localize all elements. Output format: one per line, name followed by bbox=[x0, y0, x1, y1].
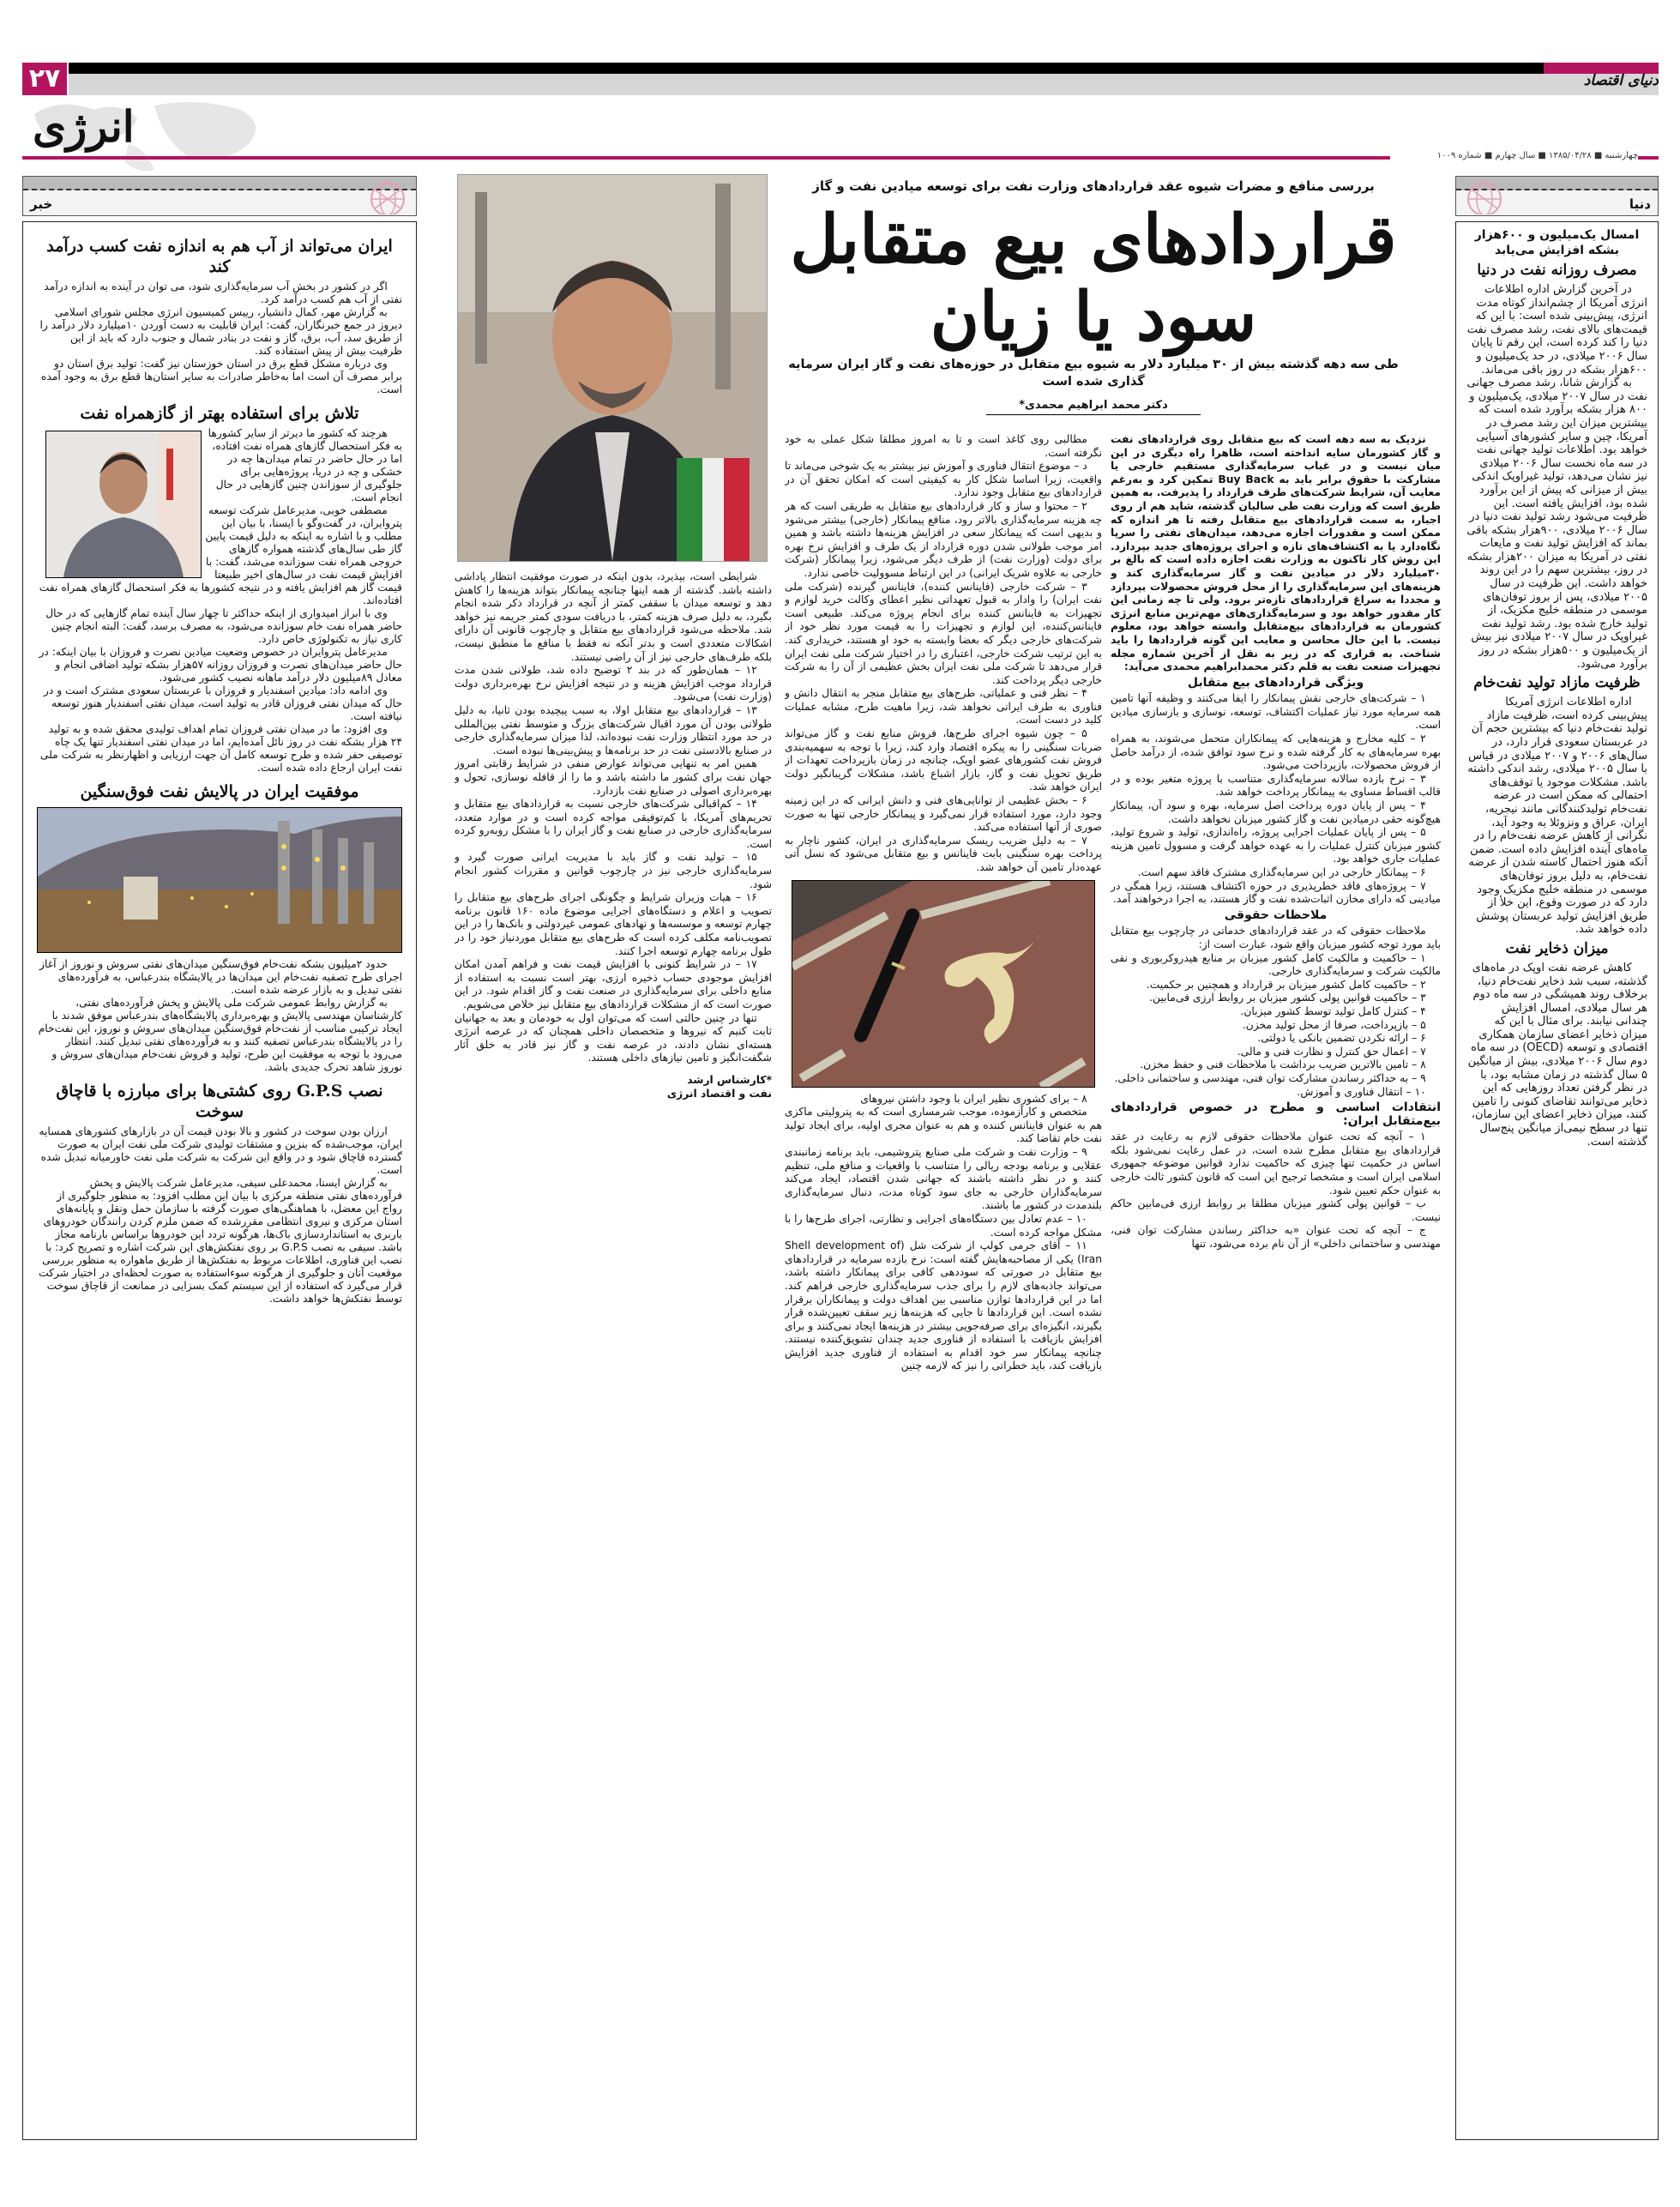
news-paragraph: مدیرعامل پتروایران در خصوص وضعیت میادین نصرت و فروزان با بیان اینکه: در حال حاضر میدان‌های نصرت و فروزان روزانه ۵۷هزار بشکه تولید اضافی انجام و معادل ۸۹میلیون دلار درآمد ماهانه نصیب کشور می‌شود. bbox=[39, 646, 402, 684]
refinery-photo bbox=[37, 807, 402, 953]
article-column-1 bbox=[1111, 433, 1441, 2140]
dateline: چهارشنبه ■ ۱۳۸۵/۰۴/۲۸ ■ سال چهارم ■ شماره ۱۰۰۹ bbox=[1436, 151, 1638, 160]
article-subheading: انتقادات اساسی و مطرح در خصوص قراردادهای بیع‌متقابل ایران: bbox=[1111, 1100, 1441, 1128]
news-paragraph: وی افزود: ما در میدان نفتی فروزان تمام اهداف تولیدی محقق شده و به تولید ۲۴ هزار بشکه نفت در روز نائل آمده‌ایم، اما در میدان نفتی اسفندیار تنها یک چاه توصیفی حفر شده و طرح توسعه کامل آن جهت ارزیابی و اظهارنظر به شرکت ملی نفت ایران ارجاع داده شده است. bbox=[39, 723, 402, 774]
left-sidebar-news bbox=[22, 221, 417, 2140]
article-paragraph: ب – قوانین پولی کشور میزبان مطلقا بر روابط ارزی فی‌مابین حاکم نیست. bbox=[1111, 1197, 1441, 1223]
world-news-paragraph: در آخرین گزارش اداره اطلاعات انرژی آمریکا از چشم‌انداز کوتاه مدت انرژی، پیش‌بینی شده است: با این که قیمت‌های بالای نفت، رشد مصرف نفت دنیا را کند کرده است، این رقم تا پایان سال ۲۰۰۶ میلادی، در حد یک‌میلیون و ۶۰۰هزار بشکه در روز باقی می‌ماند. bbox=[1466, 283, 1647, 377]
article-paragraph: ۷ – به دلیل ضریب ریسک سرمایه‌گذاری در ایران، کشور ناچار به پرداخت بهره سنگینی بابت فاینانس و بیع متقابل می‌شود که نسل آتی عهده‌دار تامین آن خواهد شد. bbox=[785, 834, 1102, 873]
news-paragraph: ارزان بودن سوخت در کشور و بالا بودن قیمت آن در بازارهای کشورهای همسایه ایران، موجب‌شده که بنزین و مشتقات تولیدی شرکت ملی نفت ایران به صورت گسترده قاچاق شود و در واقع این شرکت به شرکت ملی نفت خاورمیانه تبدیل شده است. bbox=[39, 1125, 402, 1176]
headline-line-1: قراردادهای بیع متقابل bbox=[790, 201, 1397, 279]
section-title: انرژی bbox=[33, 101, 135, 152]
globe-icon bbox=[1463, 178, 1506, 214]
left-sidebar-header bbox=[22, 176, 417, 216]
world-news-paragraph: کاهش عرضه نفت اوپک در ماه‌های گذشته، سبب شد ذخایر نفت‌خام دنیا، برخلاف روند همیشگی در سه ماه دوم هر سال میلادی، امسال افزایش چندانی نیابند. برای مثال با این که میزان ذخایر اعضای سازمان همکاری اقتصادی و توسعه (OECD) در سه ماه دوم سال ۲۰۰۶ میلادی، بیش از میانگین ۵ سال گذشته در زمان مشابه بود، با در نظر گرفتن تعداد روزهایی که این ذخایر می‌توانند تقاضای کنونی را تامین کنند، میزان ذخایر اعضای این سازمان، تنها در سطح نیمی‌از میانگین پنج‌سال گذشته است. bbox=[1467, 961, 1647, 1149]
masthead-black-bar bbox=[69, 63, 1544, 74]
article-intro: نزدیک به سه دهه است که بیع متقابل روی قراردادهای نفت و گاز کشورمان سایه انداخته است، ظاهرا راه دیگری در این میان نیست و در غیاب سرمایه‌گذاری مستقیم خارجی یا مشارکت با حقوق برابر باید به Buy Back تمکین کرد و به‌رغم معایب آن، شرایط شرکت‌های طرف قرارداد را پذیرفت. به همین طریق است که وزارت نفت طی سالیان گذشته، شاید هم از روی اجبار، به سمت قراردادهای بیع متقابل رفته تا هر اندازه که ممکن است و مقدورات اجازه می‌دهد، میدان‌های نفتی را سرپا نگاه‌دارد یا به اکتشاف‌های تازه و اجرای پروژه‌های جدید بپردازد. این روش کار تاکنون به وزارت نفت اجازه داده است که بالغ بر ۳۰میلیارد دلار در میادین نفت و گاز سرمایه‌گذاری کند و هزینه‌های این سرمایه‌گذاری را از محل فروش محصولات بپردازد و مجددا به سراغ قراردادهای تازه‌تر برود. ولی تا چه زمانی این کار مقدور خواهد بود و سرمایه‌گذاری‌های مهم‌ترین منابع انرژی کشورمان به قراردادهای بیع‌متقابل وابسته خواهد بود، معلوم نیست. با این حال محاسن و معایب این گونه قراردادها را باید شناخت. به قراری که در زیر به نقل از آخرین شماره مجله تجهیزات صنعت نفت به قلم دکتر محمدابراهیم محمدی می‌آید: bbox=[1111, 433, 1441, 673]
article-paragraph: ۱۱ – آقای جرمی کولپ از شرکت شل (Shell development of Iran) یکی از مصاحبه‌هایش گفته است: نرخ بازده سرمایه در قراردادهای بیع متقابل در صورتی که سوددهی کافی برای پیمانکار داشته باشد، می‌تواند جاذبه‌های لازم را برای جذب سرمایه‌گذاری خارجی فراهم کند. اما در این قراردادها توازن مناسبی بین اهداف دولت و پیمانکاران برقرار نشده است. این قراردادها تا جایی که هزینه‌ها زیر سقف تعیین‌شده قرار بگیرند، انگیزه‌ای برای صرفه‌جویی بیشتر در هزینه‌ها ایجاد نمی‌کنند و برای افزایش بازیافت با استفاده از فناوری جدید چندان تشویق‌کننده نیستند. چنانچه پیمانکار سر خود اقدام به استفاده از فناوری جدید افزایش بازیافت کند، باید خطراتی را نیز که لازمه چنین bbox=[785, 1239, 1102, 1372]
news-headline: نصب G.P.S روی کشتی‌ها برای مبارزه با قاچاق سوخت bbox=[56, 1082, 383, 1121]
news-headline: موفقیت ایران در پالایش نفت فوق‌سنگین bbox=[80, 782, 359, 801]
article-paragraph: ۴ – کنترل کامل تولید توسط کشور میزبان. bbox=[1240, 1004, 1426, 1017]
article-paragraph: ۱۰ – انتقال فناوری و آموزش. bbox=[1297, 1085, 1426, 1098]
news-paragraph: به گزارش ایسنا، محمدعلی سیفی، مدیرعامل شرکت پالایش و پخش فرآورده‌های نفتی منطقه مرکزی با بیان این مطلب افزود: به منظور جلوگیری از رواج این معضل، با هماهنگی‌های صورت گرفته با سازمان حمل ونقل و پایانه‌های استان مرکزی و نیروی انتظامی مقررشده که ضمن ملزم کردن رانندگان خودروهای باربری به استانداردسازی باک‌ها، هرگونه تردد این خودروها براساس بارنامه مجاز باشد. سیفی به نصب G.P.S بر روی نفتکش‌های این شرکت اشاره و تصریح کرد: با نصب این فناوری، اطلاعات مربوط به نفتکش‌ها از طریق ماهواره به منظور بررسی موقعیت آنان و جلوگیری از هرگونه سوءاستفاده به صورت لحظه‌ای در اختیار شرکت قرار می‌گیرد که استفاده از این سیستم کمک بسزایی در ممانعت از قاچاق سوخت توسط نفتکش‌ها خواهد داشت. bbox=[39, 1177, 402, 1305]
article-paragraph: ۱۲ – همان‌طور که در بند ۲ توضیح داده شد، طولانی شدن مدت قرارداد موجب افزایش هزینه و در نتیجه افزایش نرخ بهره‌برداری دولت (وزارت نفت) می‌شود. bbox=[455, 664, 772, 703]
article-byline: دکتر محمد ابراهیم محمدی* bbox=[986, 399, 1201, 415]
article-paragraph: ۸ – تامین بالاترین ضریب برداشت با ملاحظات فنی و حفظ مخزن. bbox=[1140, 1058, 1426, 1071]
article-paragraph: ۹ – به حداکثر رساندن مشارکت توان فنی، مهندسی و ساختمانی داخلی. bbox=[1114, 1071, 1426, 1084]
article-column-3 bbox=[455, 570, 772, 2140]
article-paragraph: ۱۶ – هیات وزیران شرایط و چگونگی اجرای طرح‌های بیع متقابل را تصویب و اعلام و دستگاه‌های اجرایی موضوع ماده ۱۶۰ قانون برنامه چهارم توسعه و موسسه‌ها و نهادهای عمومی غیردولتی و بانک‌ها را در این تصویب‌نامه مکلف کرده است که طرح‌های بیع متقابل موردنیاز خود را در طول برنامه چهارم توسعه اجرا کنند. bbox=[455, 891, 772, 957]
section-rule bbox=[22, 156, 1390, 160]
article-paragraph: ۹ – وزارت نفت و شرکت ملی صنایع پتروشیمی، باید برنامه زمانبندی عقلایی و برنامه بودجه ریالی را متناسب با واقعیات و منافع ملی، تنظیم کنند و در نظر داشته باشند که جهانی شدن اقتصاد، ایجاد می‌کند سرمایه‌گذاران خارجی به جای سود کوتاه مدت، دنبال سرمایه‌گذاری بلندمدت در کشور ما باشند. bbox=[785, 1145, 1102, 1212]
author-photo bbox=[457, 174, 768, 562]
article-paragraph: ۷ – پروژه‌های فاقد خطرپذیری در حوزه اکتشاف هستند، زیرا همگی در میادینی که دارای مخازن اثبات‌شده نفت و گاز هستند، به اجرا درخواهند آمد. bbox=[1111, 879, 1441, 906]
right-sidebar-header bbox=[1455, 176, 1659, 216]
right-sidebar-world bbox=[1455, 221, 1659, 2140]
section-rule-end bbox=[1638, 156, 1659, 160]
news-paragraph: هرچند که کشور ما دیرتر از سایر کشورها به فکر استحصال گازهای همراه نفت افتاده، اما در حال حاضر در تمام میدان‌ها چه در خشکی و چه در دریا، پروژه‌هایی برای جلوگیری از سوزاندن چنین گازهایی در حال انجام است. bbox=[208, 427, 402, 504]
news-headline: ایران می‌تواند از آب هم به اندازه نفت کسب درآمد کند bbox=[46, 237, 393, 276]
world-news-kicker: امسال یک‌میلیون و ۶۰۰هزار بشکه افزایش می‌یابد bbox=[1474, 228, 1640, 257]
contract-folder-pen-photo bbox=[792, 880, 1095, 1088]
article-paragraph: ۵ – پس از پایان عملیات اجرایی پروژه، راه‌اندازی، تولید و شروع تولید، کشور میزبان کنترل عملیات را به عهده خواهد گرفت و مسوول تامین هزینه عملیات جاری خواهد بود. bbox=[1111, 826, 1441, 865]
author-field: نفت و اقتصاد انرژی bbox=[666, 1087, 772, 1100]
newspaper-logo: دنیای اقتصاد bbox=[1583, 72, 1659, 89]
article-lead: طی سه دهه گذشته بیش از ۳۰ میلیارد دلار به شیوه بیع متقابل در حوزه‌های نفت و گاز ایران سرمایه گذاری شده است bbox=[788, 358, 1399, 389]
author-title: *کارشناس ارشد bbox=[687, 1073, 772, 1086]
official-photo bbox=[45, 431, 202, 578]
world-news-subheading: میزان ذخایر نفت bbox=[1505, 939, 1609, 957]
article-paragraph: ملاحظات حقوقی که در عقد قراردادهای خدماتی در چارچوب بیع متقابل باید مورد توجه کشور میزبان واقع شود، عبارت است از: bbox=[1111, 925, 1441, 950]
article-paragraph: ۵ – بازپرداخت، صرفا از محل تولید مخزن. bbox=[1242, 1018, 1426, 1031]
article-paragraph: ج – آنچه که تحت عنوان «به حداکثر رساندن مشارکت توان فنی، مهندسی و ساختمانی داخلی» از آن نام برده می‌شود، تنها bbox=[1111, 1224, 1441, 1251]
article-paragraph: ۱۴ – کم‌اقبالی شرکت‌های خارجی نسبت به قراردادهای بیع متقابل و تحریم‌های آمریکا، با کم‌توفیقی مواجه کرده است و در موارد متعدد، سرمایه‌گذاری خارجی در صنایع نفت و گاز ایران را با مشکل روبه‌رو کرده است. bbox=[455, 798, 772, 850]
article-paragraph: ۱ – شرکت‌های خارجی نقش پیمانکار را ایفا می‌کنند و وظیفه آنها تامین همه سرمایه مورد نیاز عملیات اکتشاف، توسعه، نوسازی و بازسازی میادین است. bbox=[1111, 692, 1441, 732]
news-headline: تلاش برای استفاده بهتر از گازهمراه نفت bbox=[80, 404, 359, 423]
article-paragraph: ۲ – حاکمیت کامل کشور میزبان بر قرارداد و همچنین بر حکمیت. bbox=[1146, 978, 1426, 991]
article-paragraph: ۸ – برای کشوری نظیر ایران با وجود داشتن نیروهای bbox=[860, 1092, 1087, 1105]
news-paragraph: به گزارش مهر، کمال دانشیار، رییس کمیسیون انرژی مجلس شورای اسلامی دیروز در جمع خبرنگاران، گفت: ایران قابلیت به دست آوردن ۱۰میلیارد دلار درآمد را از طریق سد، آب، برق، گاز و نفت در بنادر شمال و جنوب دارد که باید از این ظرفیت بیش از پیش استفاده کند. bbox=[39, 306, 402, 357]
article-paragraph: ۵ – چون شیوه اجرای طرح‌ها، فروش منابع نفت و گاز می‌تواند ضربات سنگینی را به پیکره اقتصاد وارد کند، زیرا با توجه به سهمیه‌بندی فروش نفت کشورهای عضو اوپک، چنانچه در زمان بازپرداخت تعهدات از طریق تحویل نفت و گاز، بازار اشباع باشد، مشکلات گریبانگیر دولت ایران خواهد شد. bbox=[785, 727, 1102, 793]
article-paragraph: ۱۳ – قراردادهای بیع متقابل اولا، به سبب پیچیده بودن ثانیا، به دلیل طولانی بودن آن مورد اقبال شرکت‌های بزرگ و متوسط نفتی بین‌المللی در حد مورد انتظار وزارت نفت نبوده‌اند، لذا میزان سرمایه‌گذاری خارجی در صنایع بالادستی نفت در حد برنامه‌ها و پیش‌بینی‌ها نبوده است. bbox=[455, 703, 772, 757]
article-paragraph: ۴ – نظر فنی و عملیاتی، طرح‌های بیع متقابل منجر به انتقال دانش و فناوری به طرف ایرانی نخواهد شد، زیرا ماهیت طرح، مشابه عملیات کلید در دست است. bbox=[785, 687, 1102, 727]
world-news-paragraph: اداره اطلاعات انرژی آمریکا پیش‌بینی کرده است، ظرفیت مازاد تولید نفت‌خام دنیا که بیشترین حجم آن در عربستان سعودی قرار دارد، در سال‌های ۲۰۰۶ و ۲۰۰۷ میلادی در قیاس با سال ۲۰۰۵ میلادی، رشد اندکی داشته باشد. مشکلات موجود یا توقف‌های احتمالی که ممکن است در عرضه نفت‌خام تولیدکنندگانی مانند نیجریه، ایران، عراق و ونزوئلا به وجود آید، نگرانی از کاهش عرضه نفت‌خام را در ماه‌های آینده افزایش داده است. ضمن آنکه هنوز احتمال کاسته شدن از عرضه نفت‌خام، به دلیل بروز توفان‌های موسمی در منطقه خلیج مکزیک وجود دارد که در صورت وقوع، این خلأ از طریق افزایش تولید عربستان پوشش داده خواهد شد. bbox=[1467, 696, 1647, 937]
masthead-gray-bar bbox=[69, 74, 1659, 95]
article-paragraph: ۱۷ – در شرایط کنونی با افزایش قیمت نفت و فراهم آمدن امکان افزایش موجودی حساب ذخیره ارزی، بهتر است نسبت به استفاده از منابع داخلی برای سرمایه‌گذاری در صنعت نفت و گاز اقدام شود. در این صورت است که از مشکلات قراردادهای بیع متقابل نیز خلاص می‌شویم. bbox=[455, 958, 772, 1010]
news-paragraph: وی درباره مشکل قطع برق در استان خوزستان نیز گفت: تولید برق استان دو برابر مصرف آن است اما به‌خاطر صادرات به سایر استان‌ها قطع برق به وجود آمده است. bbox=[40, 358, 402, 395]
article-paragraph: ۲ – محتوا و ساز و کار قراردادهای بیع متقابل به طریقی است که هر چه هزینه سرمایه‌گذاری بالاتر رود، منافع پیمانکار (خارجی) بیشتر می‌شود و بدیهی است که پیمانکار سعی در افزایش هزینه‌ها داشته باشد و همین امر موجب طولانی شدن دوره قرارداد از یک طرف و افزایش نرخ بهره برای دولت (وزارت نفت) از طرف دیگر می‌شود، زیرا پیمانکار (شرکت خارجی به علاوه شریک ایرانی) در این ارتباط مسوولیت خاصی ندارد. bbox=[785, 499, 1102, 579]
article-column-2 bbox=[785, 433, 1102, 2140]
article-paragraph: ۲ – کلیه مخارج و هزینه‌هایی که پیمانکاران متحمل می‌شوند، به همراه بهره سرمایه‌های به کار گرفته شده و نرخ سود توافق شده، از درآمد حاصل از فروش محصولات، بازپرداخت می‌شود. bbox=[1111, 733, 1441, 772]
article-paragraph: مطالبی روی کاغذ است و تا به امروز مطلقا شکل عملی به خود نگرفته است. bbox=[785, 433, 1102, 459]
article-subheading: ویژگی قراردادهای بیع متقابل bbox=[1187, 675, 1364, 690]
world-news-subheading: ظرفیت مازاد تولید نفت‌خام bbox=[1473, 674, 1641, 692]
article-paragraph: ۳ – حاکمیت قوانین پولی کشور میزبان بر روابط ارزی فی‌مابین. bbox=[1149, 992, 1426, 1004]
news-paragraph: وی با ابراز امیدواری از اینکه حداکثر تا چهار سال آینده تمام گازهایی که در حال حاضر همراه نفت خام سوزانده می‌شود، به مصرف برسد، گفت: البته انجام چنین کاری نیاز به تکنولوژی خاص دارد. bbox=[45, 607, 402, 645]
right-sidebar-label: دنیا bbox=[1629, 196, 1651, 212]
news-paragraph: مصطفی خوبی، مدیرعامل شرکت توسعه پتروایران، در گفت‌وگو با ایسنا، با بیان این مطلب و با اشاره به اینکه به دلیل قیمت پایین گاز طی سال‌های گذشته همواره گازهای خروجی همراه نفت سوزانده می‌شد، گفت: با افزایش قیمت نفت در سال‌های اخیر طبیعتا قیمت گاز هم افزایش یافته و در نتیجه کشورها به فکر استحصال گازهای همراه نفت افتاده‌اند. bbox=[39, 504, 402, 606]
article-paragraph: د – موضوع انتقال فناوری و آموزش نیز بیشتر به یک شوخی می‌ماند تا واقعیت، زیرا اساسا شکل کار به کیفیتی است که امکان تحقق آن در قراردادهای بیع متقابل وجود ندارد. bbox=[785, 460, 1102, 499]
article-paragraph: همین امر به تنهایی می‌تواند عوارض منفی در شرایط رقابتی امروز جهان نفت برای کشور ما داشته باشد و ما را از قافله نوسازی، تحول و بهره‌برداری اصولی در صنایع نفت بازدارد. bbox=[455, 757, 772, 797]
article-paragraph: ۱ – حاکمیت و مالکیت کامل کشور میزبان بر منابع هیدروکربوری و نفی مالکیت شرکت و سرمایه‌گذاری خارجی. bbox=[1111, 951, 1441, 978]
article-kicker: بررسی منافع و مضرات شیوه عقد قراردادهای وزارت نفت برای توسعه میادین نفت و گاز bbox=[812, 178, 1375, 194]
article-paragraph: ۱۵ – تولید نفت و گاز باید با مدیریت ایرانی صورت گیرد و سرمایه‌گذاری خارجی نیز در چارچوب قوانین و مقررات کشور انجام شود. bbox=[455, 851, 772, 890]
page-number: ۲۷ bbox=[22, 63, 67, 95]
article-paragraph: ۶ – ارائه نکردن تضمین بانکی یا دولتی. bbox=[1257, 1032, 1426, 1045]
globe-icon bbox=[366, 178, 409, 214]
left-sidebar-label: خبر bbox=[30, 196, 53, 212]
article-paragraph: تنها در چنین حالتی است که می‌توان اول به خودمان و بعد به جهانیان ثابت کنیم که نیروها و متخصصان داخلی همچنان که در عرصه انرژی هسته‌ای نشان دادند، در عرصه نفت و گاز نیز قادر به خلق آثار شگفت‌انگیز و تامین نیازهای داخلی هستند. bbox=[455, 1011, 772, 1064]
article-subheading: ملاحظات حقوقی bbox=[1224, 908, 1328, 922]
article-paragraph: ۶ – پیمانکار خارجی در این سرمایه‌گذاری مشترک فاقد سهم است. bbox=[1137, 866, 1426, 878]
world-news-paragraph: به گزارش شانا، رشد مصرف جهانی نفت در سال ۲۰۰۷ میلادی، یک‌میلیون و ۸۰۰ هزار بشکه برآورد شده است که بیشترین میزان این رشد مصرف در آمریکا، چین و سایر کشورهای آسیایی خواهد بود. اطلاعات تولید جهانی نفت در سه ماه نخست سال ۲۰۰۶ میلادی نیز نشان می‌دهد، تولید غیراوپک اندکی بیش از میزانی که پیش از این برآورد شده بود، افزایش یافته است. این ظرفیت می‌شود رشد تولید نفت دنیا در سال ۲۰۰۶ میلادی، ۹۰۰هزار بشکه باقی بماند که افزایش تولید نفت و مایعات نفتی در آمریکا به میزان ۲۰۰هزار بشکه در روز، بیشترین سهم را در این روند خواهد داشت. این ظرفیت در سال ۲۰۰۵ میلادی، پس از بروز توفان‌های موسمی در منطقه خلیج مکزیک، از تولید خارج شده بود. رشد تولید نفت غیراوپک در سال ۲۰۰۷ میلادی نیز بیش از یک‌میلیون و ۵۰۰هزار بشکه در روز برآورد می‌شود. bbox=[1466, 377, 1647, 671]
news-paragraph: اگر در کشور در بخش آب سرمایه‌گذاری شود، می توان در آینده به اندازه درآمد نفتی از آب هم کسب درآمد کرد. bbox=[44, 280, 402, 305]
article-paragraph: شرایطی است، بپذیرد، بدون اینکه در صورت موفقیت انتظار پاداشی داشته باشد. گذشته از همه اینها چنانچه پیمانکار بتواند هزینه‌ها را کاهش دهد و توسعه میدان با سقفی کمتر از آنچه در قرارداد ذکر شده انجام بگیرد، به دلیل صرف هزینه کمتر، با دریافت سودی کمتر جریمه نیز خواهد شد. ملاحظه می‌شود قراردادهای بیع متقابل و چارچوب قانونی آن دارای اشکالات متعددی است و بدتر آنکه نه فقط با منافع ما منطبق نیست، بلکه طرف‌های خارجی نیز از آن راضی نیستند. bbox=[455, 570, 772, 663]
article-paragraph: ۱ – آنچه که تحت عنوان ملاحظات حقوقی لازم به رعایت در عقد قراردادهای بیع متقابل مطرح شده است، در عمل رعایت نمی‌شود بلکه اساس در حکمیت تنها چیزی که حاکمیت ندارد قوانین موضوعه جمهوری اسلامی ایران است و مشخصا ترجیح این است که قانون کشور ثالث خارجی به عنوان حکم تعیین شود. bbox=[1111, 1131, 1441, 1197]
news-paragraph: به گزارش روابط عمومی شرکت ملی پالایش و پخش فرآورده‌های نفتی، کارشناسان مهندسی پالایش و بهره‌برداری پالایشگاه‌های بندرعباس موفق شدند با ایجاد ترکیبی مناسب از نفت‌خام فوق‌سنگین میدان‌های سروش و نوروز، این نفت‌خام را در پالایشگاه بندرعباس تصفیه کنند و به فرآورده‌های نفتی تبدیل کنند. انتظار می‌رود با توجه به موفقیت این طرح، تولید و فروش نفت‌خام میدان‌های سروش و نوروز شاهد تحرک جدیدی باشد. bbox=[38, 997, 402, 1073]
article-paragraph: ۳ – نرخ بازده سالانه سرمایه‌گذاری متناسب با پروژه متغیر بوده و در قالب اقساط مساوی به پیمانکار پرداخت خواهد شد. bbox=[1111, 772, 1441, 799]
article-headline bbox=[785, 202, 1402, 356]
headline-line-2: سود یا زیان bbox=[930, 278, 1257, 356]
article-paragraph: ۷ – اعمال حق کنترل و نظارت فنی و مالی. bbox=[1237, 1045, 1426, 1058]
article-paragraph: متخصص و کارآزموده، موجب شرمساری است که به پترولیتی ماکزی هم به عنوان فاینانس کننده و هم به عنوان مجری اولیه، برای ایجاد تولید نفت خام تقاضا کند. bbox=[785, 1106, 1102, 1145]
news-paragraph: حدود ۲میلیون بشکه نفت‌خام فوق‌سنگین میدان‌های نفتی سروش و نوروز از آغاز اجرای طرح تصفیه نفت‌خام این میدان‌ها در پالایشگاه بندرعباس، به فرآورده‌های نفتی تبدیل و به بازار عرضه شده است. bbox=[39, 958, 402, 996]
article-paragraph: ۶ – بخش عظیمی از توانایی‌های فنی و دانش ایرانی که در این زمینه وجود دارد، مورد استفاده قرار نمی‌گیرد و پیمانکار خارجی تنها به صورت صوری از آنها استفاده می‌کند. bbox=[785, 794, 1102, 834]
news-paragraph: وی ادامه داد: میادین اسفندیار و فروزان با عربستان سعودی مشترک است و در حال که میدان نفتی فروزان قادر به تولید است، میدان نفتی اسفندیار هنوز توسعه نیافته است. bbox=[43, 684, 402, 722]
article-paragraph: ۱۰ – عدم تعادل بین دستگاه‌های اجرایی و نظارتی، اجرای طرح‌ها را با مشکل مواجه کرده است. bbox=[785, 1212, 1102, 1239]
article-paragraph: ۳ – شرکت خارجی (فاینانس کننده)، فاینانس گیرنده (شرکت ملی نفت ایران) را وادار به قبول تعهداتی نظیر اعطای وکالت خرید لوازم و تجهیزات به فاینانس کننده برای انجام پروژه می‌کند. طبیعی است فاینانس‌کننده، این لوازم و تجهیزات را به قیمت مورد نظر خود از شرکت‌های خارجی دیگر که بعضا وابسته به خود او هستند، خریداری کند. به این ترتیب شرکت خارجی، اعتباری را در اختیار شرکت ملی نفت ایران قرار می‌دهد تا شرکت ملی نفت ایران بخش عظیمی از آن را به شرکت خارجی دیگر پرداخت کند. bbox=[785, 580, 1102, 686]
world-news-headline: مصرف روزانه نفت در دنیا bbox=[1477, 262, 1637, 279]
author-footnote bbox=[455, 1074, 772, 1100]
article-paragraph: ۴ – پس از پایان دوره پرداخت اصل سرمایه، بهره و سود آن، پیمانکار هیچ‌گونه حقی درمیادین نفت و گاز کشور میزبان نخواهد داشت. bbox=[1111, 799, 1441, 825]
